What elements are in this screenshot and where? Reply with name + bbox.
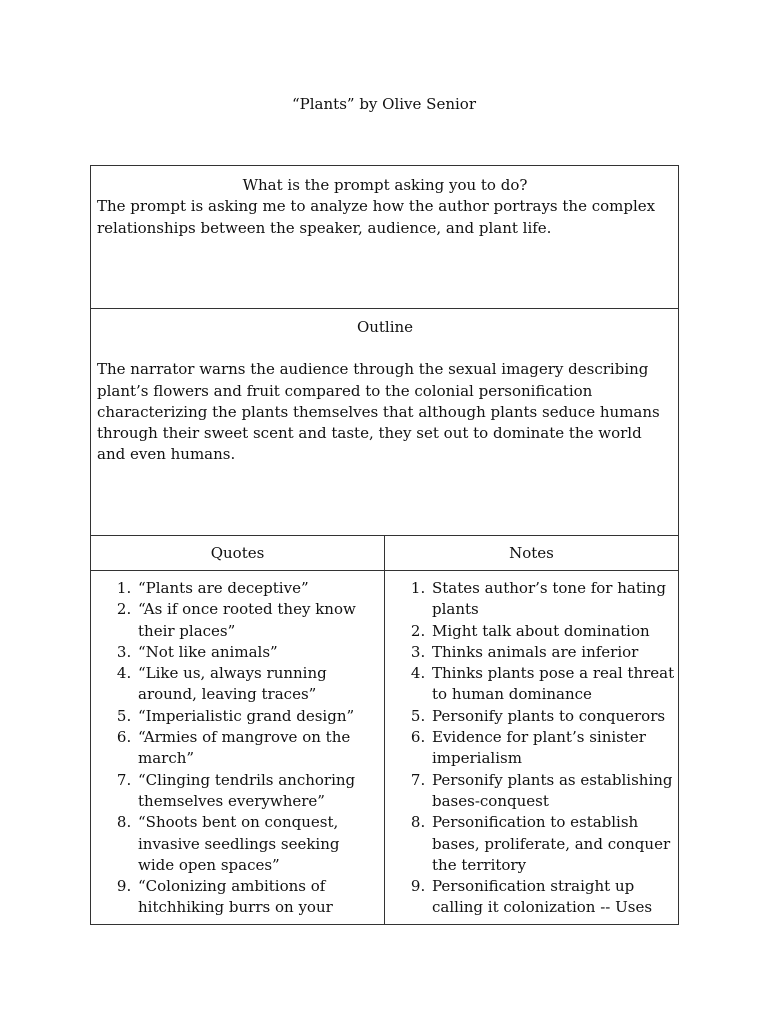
outline-text: The narrator warns the audience through the sexual imagery describing plant’s flowers and fruit compared to the colonial personification characterizing the plants themselves that although plants seduce humans through their sweet scent and taste, they set out to dominate the world and even humans. — [97, 360, 660, 464]
quote-item: 1. “Plants are deceptive” — [136, 578, 379, 599]
quote-item: 4. “Like us, always running around, leaving traces” — [136, 663, 379, 706]
quote-item: 2. “As if once rooted they know their places” — [136, 599, 379, 642]
divider — [91, 308, 678, 309]
outline-section — [97, 317, 673, 466]
note-item: 5. Personify plants to conquerors — [430, 706, 675, 727]
worksheet-table — [90, 165, 679, 925]
quotes-column-header: Quotes — [210, 544, 265, 562]
notes-column-header: Notes — [509, 544, 554, 562]
quote-item: 5. “Imperialistic grand design” — [136, 706, 379, 727]
note-item: 8. Personification to establish bases, proliferate, and conquer the territory — [430, 812, 675, 876]
note-item: 6. Evidence for plant’s sinister imperialism — [430, 727, 675, 770]
note-item: 3. Thinks animals are inferior — [430, 642, 675, 663]
prompt-answer: The prompt is asking me to analyze how the author portrays the complex relationships between the speaker, audience, and plant life. — [97, 197, 656, 237]
quote-item: 8. “Shoots bent on conquest, invasive seedlings seeking wide open spaces” — [136, 812, 379, 876]
document-title: “Plants” by Olive Senior — [292, 95, 476, 113]
quote-item: 3. “Not like animals” — [136, 642, 379, 663]
note-item: 9. Personification straight up calling it colonization -- Uses — [430, 876, 675, 919]
quote-item: 7. “Clinging tendrils anchoring themselves everywhere” — [136, 770, 379, 813]
notes-column — [385, 578, 675, 923]
prompt-heading: What is the prompt asking you to do? — [242, 176, 528, 194]
quotes-column — [91, 578, 379, 923]
note-item: 2. Might talk about domination — [430, 621, 675, 642]
prompt-section — [97, 175, 673, 239]
outline-heading: Outline — [356, 318, 414, 336]
note-item: 7. Personify plants as establishing bases-conquest — [430, 770, 675, 813]
note-item: 4. Thinks plants pose a real threat to human dominance — [430, 663, 675, 706]
quote-item: 9. “Colonizing ambitions of hitchhiking burrs on your — [136, 876, 379, 919]
quote-item: 6. “Armies of mangrove on the march” — [136, 727, 379, 770]
note-item: 1. States author’s tone for hating plants — [430, 578, 675, 621]
